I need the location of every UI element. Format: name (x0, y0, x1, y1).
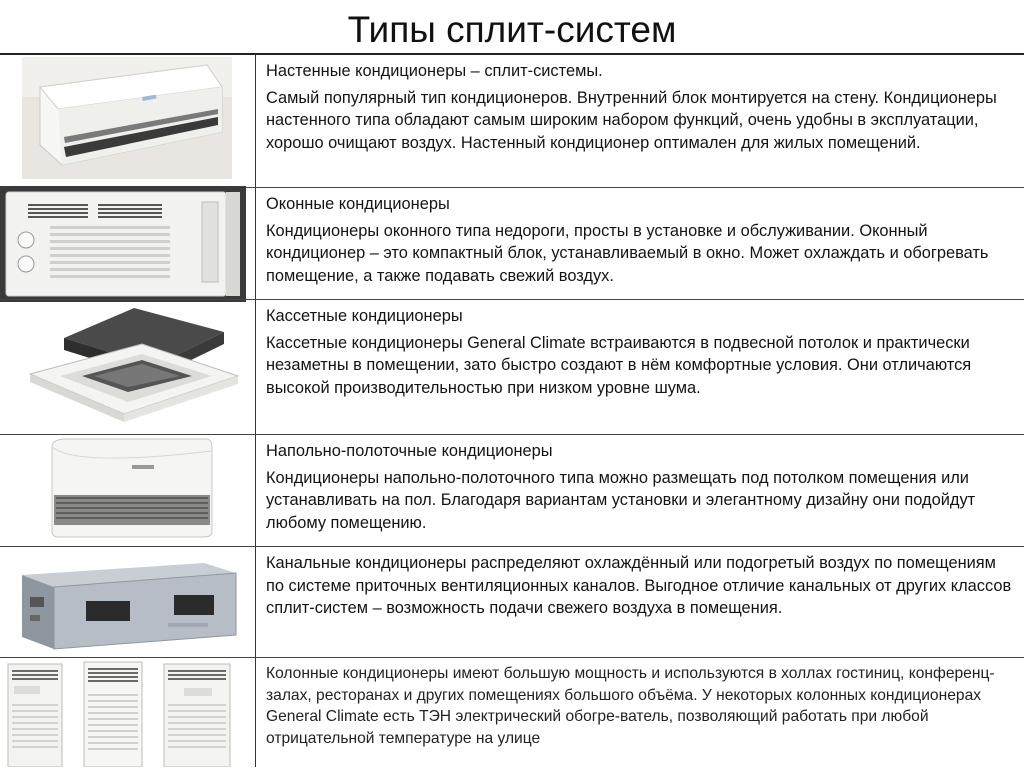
wall-ac-image (22, 57, 232, 179)
column-ac-image (0, 658, 248, 767)
row-cassette (0, 300, 1024, 435)
row-text (266, 305, 1012, 399)
row-heading: Настенные кондиционеры – сплит-системы. (266, 62, 603, 80)
window-ac-image (0, 186, 246, 302)
ducted-ac-image (8, 553, 242, 653)
row-body: Колонные кондиционеры имеют большую мощность и используются в холлах гостиниц, конференц-залах, ресторанах и других помещениях большого объёма. У некоторых колонных кондиционерах General Climate есть ТЭН электрический обогре-ватель, позволяющий работать при любой отрицательной температуре на улице (266, 665, 995, 747)
row-window (0, 188, 1024, 300)
row-heading: Оконные кондиционеры (266, 195, 450, 213)
cassette-ac-image (24, 304, 244, 428)
row-column (0, 658, 1024, 767)
row-text (266, 193, 1012, 287)
row-heading: Напольно-полоточные кондиционеры (266, 442, 553, 460)
row-body: Канальные кондиционеры распределяют охлаждённый или подогретый воздух по помещениям по системе приточных вентиляционных каналов. Выгодное отличие канальных от других классов сплит-систем – возможность подачи свежего воздуха в помещения. (266, 554, 1012, 618)
page-title: Типы сплит-систем (347, 9, 677, 50)
row-body: Кассетные кондиционеры General Climate встраиваются в подвесной потолок и практически незаметны в помещении, зато быстро создают в нём комфортные условия. Они отличаются высокой производительностью при низком уровне шума. (266, 333, 972, 397)
row-text (266, 663, 1012, 749)
row-floor-ceiling (0, 435, 1024, 547)
row-body: Кондиционеры напольно-полоточного типа можно размещать под потолком помещения или устанавливать на пол. Благодаря вариантам установки и элегантному дизайну они подойдут любому помещению. (266, 468, 976, 532)
floor-ceiling-ac-image (46, 437, 214, 541)
row-wall-split (0, 55, 1024, 188)
row-ducted (0, 547, 1024, 658)
row-heading: Кассетные кондиционеры (266, 307, 463, 325)
row-text (266, 552, 1012, 620)
row-text (266, 60, 1012, 154)
row-text (266, 440, 1012, 534)
row-body: Кондиционеры оконного типа недороги, просты в установке и обслуживании. Оконный кондиционер – это компактный блок, устанавливаемый в окно. Может охлаждать и обогревать помещение, а также подавать свежий воздух. (266, 221, 989, 285)
row-body: Самый популярный тип кондиционеров. Внутренний блок монтируется на стену. Кондиционеры настенного типа обладают самым широким набором функций, очень удобны в эксплуатации, хорошо очищают воздух. Настенный кондиционер оптимален для жилых помещений. (266, 88, 997, 152)
